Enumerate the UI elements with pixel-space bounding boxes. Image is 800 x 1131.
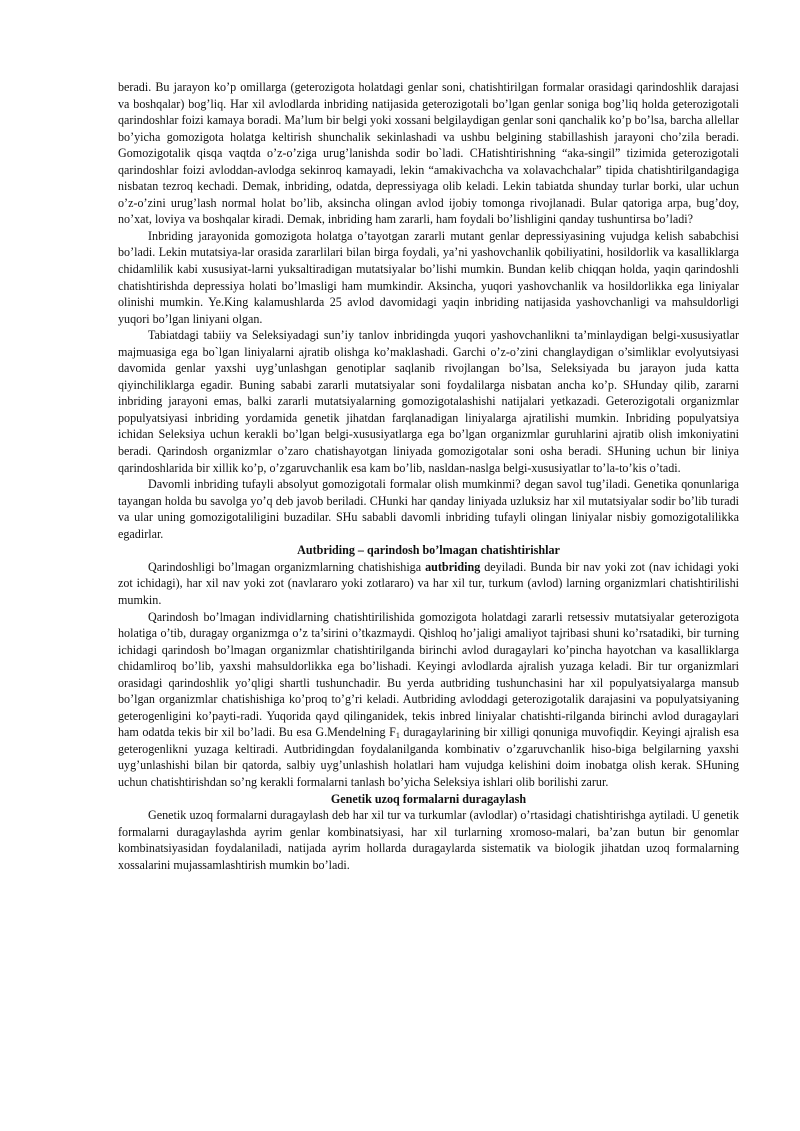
subscript-f1: 1 [395, 731, 400, 741]
text-run: Qarindosh bo’lmagan individlarning chatishtirilishida gomozigota holatdagi zararli retsessiv mutatsiyalar geterozigota holatiga o’tib, duragay organizmga o’z ta’sirini o’tkazmaydi. Qishloq ho’jaligi amaliyot tajribasi shuni ko’rsatadiki, bir turning ichidagi qarindosh bo’lmagan organizmlar chatishtirilganda birinchi avlod duragaylari ko’pincha hayotchan va kasalliklarga chidamliroq bo’lib, yaxshi mahsuldorlikka ega bo’lishadi. Keyingi avlodlarda ajralish yuzaga keladi. Bir tur organizmlari orasidagi qarindoshlik yo’qligi shartli tushunchadir. Bu yerda autbriding tushunchasini har xil populyatsiyalarga mansub bo’lgan organizmlar chatishishiga ko’proq to’g’ri keladi. Autbriding avloddagi geterozigotalik darajasini va populyatsiyaning geterogenligini ko’payti-radi. Yuqorida qayd qilinganidek, tekis inbred liniyalar chatishti-rilganda birinchi avlod duragaylari ham odatda tekis bir xil bo’ladi. Bu esa G.Mendelning F [118, 609, 739, 740]
text-run: duragaylarining bir xilligi qonuniga muvofiqdir. Keyingi ajralish esa geterogenlikni yuzaga keltiradi. Autbridingdan foydalanilganda kombinativ o’zgaruvchanlik hiso-biga belgilarning yaxshi uyg’unlashishi bilan bir qatorda, salbiy uyg’unlashish holatlari ham vujudga kelishini doim inobatga olish kerak. SHuning uchun chatishtirishdan so’ng kerakli formalarni tanlash bo’yicha Seleksiya ishlari olib borilishi zarur. [118, 725, 739, 789]
text-run: deyiladi. Bunda bir nav yoki zot (nav ichidagi yoki zot ichidagi), har xil nav yoki zot (navlararo yoki zotlararo) va har xil tur, turkum (avlod) larning organizmlari chatishtirilishi mumkin. [118, 559, 739, 607]
document-page [118, 79, 739, 873]
section-heading-distant-hybridization: Genetik uzoq formalarni duragaylash [330, 791, 527, 806]
text-run: Qarindoshligi bo’lmagan organizmlarning chatishishiga [148, 559, 426, 574]
paragraph-outbreeding-definition [118, 559, 739, 609]
paragraph-outbreeding-effects [118, 609, 739, 791]
term-outbreeding: autbriding [425, 559, 481, 574]
paragraph-absolute-homozygosity: Davomli inbriding tufayli absolyut gomozigotali formalar olish mumkinmi? degan savol tug’iladi. Genetika qonunlariga tayangan holda bu savolga yo’q deb javob beriladi. CHunki har qanday liniyada uzluksiz har xil mutatsiyalar sodir bo’lib turadi va ular uning gomozigotaliligini buzadilar. SHu sababli davomli inbriding tufayli olingan liniyalar nisbiy gomozigotalilikka egadirlar. [118, 477, 739, 541]
paragraph-natural-selection: Tabiatdagi tabiiy va Seleksiyadagi sun’iy tanlov inbridingda yuqori yashovchanlikni ta’minlaydigan belgi-xususiyatlar majmuasiga ega bo`lgan liniyalarni ajratib olishga ko’maklashadi. Garchi o’z-o’zini changlaydigan o’simliklar evolyutsiyasi davomida genlar yaxshi uyg’unlashgan genotiplar saqlanib rivojlangan bo’lsa, Seleksiyada bu jarayon juda katta qiyinchiliklarga egadir. Buning sababi zararli mutatsiyalar soni foydalilarga nisbatan ancha ko’p. SHunday qilib, zararni inbriding jarayoni emas, balki zararli mutatsiyalarning gomozigotalashishi natijalari yetkazadi. Geterozigotali organizmlar populyatsiyasi inbriding yordamida genetik jihatdan farqlanadigan liniyalarga ajratilishi mumkin. Inbriding populyatsiya ichidan Seleksiya uchun kerakli bo’lgan belgi-xususiyatlarga ega bo’lgan organizmlar guruhlarini ajratib olish imkoniyatini beradi. Qarindosh organizmlar o’zaro chatishayotgan liniyada gomozigotalar soni osha beradi. SHuning uchun bir liniya qarindoshlarida bir xillik ko’p, o’zgaruvchanlik esa kam bo’lib, nasldan-naslga belgi-xususiyatlar to’la-to’kis o’tadi. [118, 328, 739, 475]
paragraph-distant-hybridization: Genetik uzoq formalarni duragaylash deb har xil tur va turkumlar (avlodlar) o’rtasidagi chatishtirishga aytiladi. U genetik formalarni duragaylashda ayrim genlar kombinatsiyasi, har xil turlarning xromoso-malari, ba’zan butun bir genomlar kombinatsiyasidan foydalaniladi, natijada ayrim hollarda duragaylarda sistematik va biologik jihatdan uzoq formalarning xossalarini mujassamlashtirish mumkin bo’ladi. [118, 808, 739, 872]
paragraph-mutant-genes: Inbriding jarayonida gomozigota holatga o’tayotgan zararli mutant genlar depressiyasining vujudga kelish sababchisi bo’ladi. Lekin mutatsiya-lar orasida zararlilari bilan birga foydali, ya’ni yashovchanlik qobiliyatini, hosildorlik va kasalliklarga chidamlilik kabi xususiyat-larni yuksaltiradigan mutatsiyalar bo’lishi mumkin. Bundan kelib chiqqan holda, yaqin qarindoshli chatishtirishda depressiya holati bo’lmasligi ham mumkindir. Aksincha, yuqori yashovchanlik va hosildorlikka ega liniyalar olinishi mumkin. Ye.King kalamushlarda 25 avlod davomidagi yaqin inbriding natijasida yashovchanligi va mahsuldorligi yuqori bo’lgan liniyani olgan. [118, 228, 739, 326]
section-heading-outbreeding: Autbriding – qarindosh bo’lmagan chatishtirishlar [297, 543, 560, 558]
paragraph-inbreeding-continuation: beradi. Bu jarayon ko’p omillarga (geterozigota holatdagi genlar soni, chatishtirilgan formalar orasidagi qarindoshlik darajasi va boshqalar) bog’liq. Har xil avlodlarda inbriding natijasida geterozigotali bo’lgan genlar soniga bog’liq holda geterozigotali qarindoshlar foizi kamaya boradi. Ma’lum bir belgi yoki xossani belgilaydigan genlar soni qanchalik ko’p bo’lsa, barcha allellar bo’yicha gomozigota holatga keltirish shunchalik sekinlashadi va ushbu belgining stabillashish jarayoni cho’zila beradi. Gomozigotalik qisqa vaqtda o’z-o’ziga urug’lanishda sodir bo`ladi. CHatishtirishning “aka-singil” tizimida geterozigotali qarindoshlar foizi avloddan-avlodga sekinroq kamayadi, lekin “amakivachcha va xolavachchalar” tipida chatishtirilgandagiga nisbatan tezroq kechadi. Demak, inbriding, odatda, depressiyaga olib keladi. Lekin tabiatda shunday turlar borki, ular uchun o’z-o’zini urug’lash normal holat bo’lib, aksincha olingan avlod ijobiy tomonga rivojlanadi. Bular qatoriga arpa, bug’doy, no’xat, loviya va boshqalar kiradi. Demak, inbriding ham zararli, ham foydali bo’lishligini qanday tushuntirsa bo’ladi? [118, 80, 739, 227]
